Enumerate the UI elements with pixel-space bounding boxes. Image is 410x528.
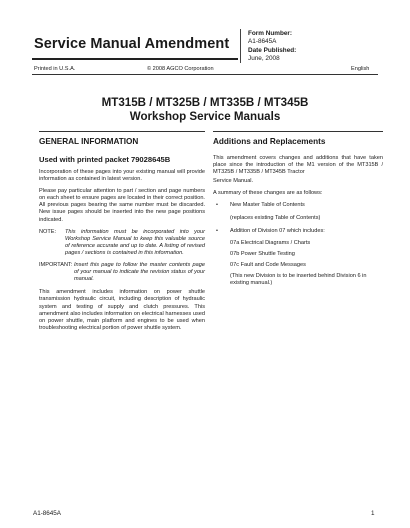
division-note: (This new Division is to be inserted behind Division 6 in existing manual.) xyxy=(230,273,367,287)
paragraph: Incorporation of these pages into your existing manual will provide information as contained in latest version. xyxy=(39,169,205,183)
model-line: MT315B / MT325B / MT335B / MT345B xyxy=(101,96,309,109)
document-title: Service Manual Amendment xyxy=(34,36,230,52)
date-label: Date Published: xyxy=(248,47,297,54)
header-divider xyxy=(240,29,241,63)
paragraph: Please pay particular attention to part / section and page numbers on each sheet to ensure pages are located in their correct position. All previous pages bearing the same number must be discarded. New issue pages should be inserted into the new page positions indicated. xyxy=(39,188,205,223)
bullet-icon: • xyxy=(216,227,218,234)
note-text: This information must be incorporated into your Workshop Service Manual to keep this valuable source of reference accurate and up to date. A listing of revised pages / sections is contained in this information. xyxy=(65,228,205,256)
header-rule xyxy=(32,74,378,75)
copyright: © 2008 AGCO Corporation xyxy=(147,66,214,72)
bullet-icon: • xyxy=(216,202,218,209)
important-text: Insert this page to follow the master contents page of your manual to indicate the revision status of your manual. xyxy=(74,262,205,283)
division-item: 07a Electrical Diagrams / Charts xyxy=(230,239,311,246)
printed-in: Printed in U.S.A. xyxy=(34,66,76,72)
list-item: • Addition of Division 07 which includes: xyxy=(213,228,383,235)
title-rule xyxy=(32,58,238,60)
section-rule xyxy=(39,131,205,132)
division-item: 07b Power Shuttle Testing xyxy=(230,250,295,257)
list-item-note: (replaces existing Table of Contents) xyxy=(230,214,321,221)
additions-heading: Additions and Replacements xyxy=(213,137,326,146)
division-item: 07c Fault and Code Messages xyxy=(230,261,306,268)
language: English xyxy=(351,66,370,72)
form-number-label: Form Number: xyxy=(248,30,293,37)
manual-line: Workshop Service Manuals xyxy=(129,110,281,123)
paragraph: This amendment covers changes and additions that have taken place since the introduction of the M1 version of the MT315B / MT325B / MT335B / MT345B Tractor xyxy=(213,155,383,176)
right-column xyxy=(213,131,383,291)
note-label: NOTE: xyxy=(39,228,57,235)
general-information-heading: GENERAL INFORMATION xyxy=(39,137,139,146)
form-number: A1-8645A xyxy=(248,38,277,45)
date-published: June, 2008 xyxy=(248,55,280,62)
footer-form-number: A1-8645A xyxy=(33,510,62,517)
paragraph: Service Manual. xyxy=(213,178,254,185)
packet-heading: Used with printed packet 79028645B xyxy=(39,155,171,164)
page-number: 1 xyxy=(371,510,375,517)
note xyxy=(39,229,205,257)
left-column xyxy=(39,131,205,337)
summary-text: A summary of these changes are as follows: xyxy=(213,190,323,197)
list-item: • New Master Table of Contents xyxy=(213,202,383,209)
important-note xyxy=(39,262,205,283)
paragraph: This amendment includes information on power shuttle transmission hydraulic circuit, including description of hydraulic system and testing of supply and clutch pressures. This amendment also includes information on electrical harnesses used on power shuttle, main platform and engines to be used when troubleshooting electrical portion of power shuttle system. xyxy=(39,289,205,331)
important-label: IMPORTANT: xyxy=(39,262,73,269)
section-rule xyxy=(213,131,383,132)
model-heading xyxy=(0,96,410,124)
